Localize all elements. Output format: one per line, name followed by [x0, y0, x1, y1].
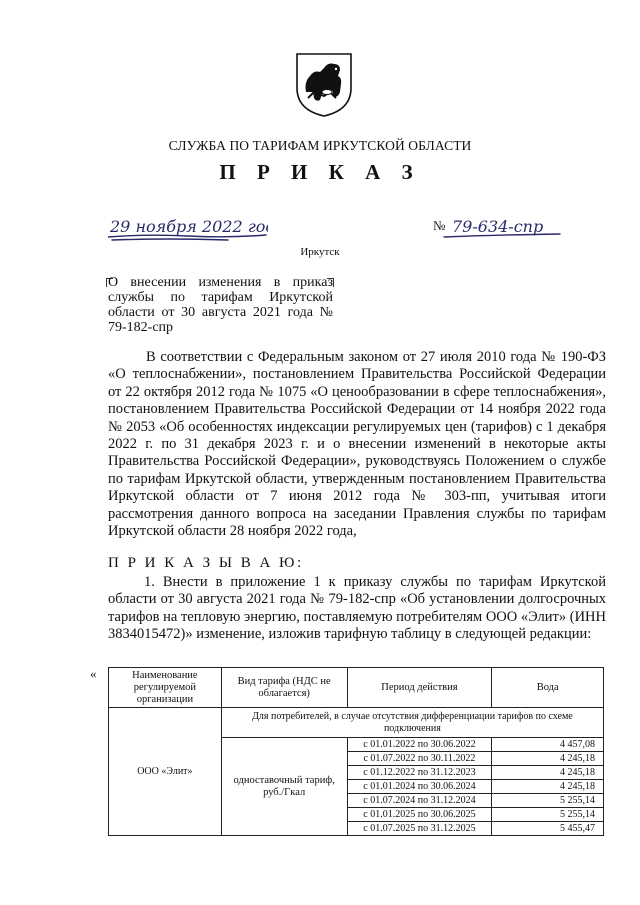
value-cell: 5 255,14: [492, 808, 604, 822]
period-cell: с 01.07.2025 по 31.12.2025: [347, 822, 492, 836]
value-cell: 4 245,18: [492, 780, 604, 794]
document-title: П Р И К А З: [219, 160, 421, 184]
handwritten-date-text: 29 ноября 2022 года: [110, 217, 268, 236]
coat-of-arms-icon: [294, 52, 354, 118]
tariff-table: [108, 667, 604, 836]
value-cell: 4 245,18: [492, 766, 604, 780]
period-cell: с 01.01.2024 по 30.06.2024: [347, 780, 492, 794]
header-org: Наименование регулируемой организации: [109, 668, 222, 708]
period-cell: с 01.01.2022 по 30.06.2022: [347, 738, 492, 752]
value-cell: 4 245,18: [492, 752, 604, 766]
table-subheader-row: [109, 708, 604, 738]
header-value: Вода: [492, 668, 604, 708]
period-cell: с 01.01.2025 по 30.06.2025: [347, 808, 492, 822]
number-label: №: [433, 218, 446, 233]
org-name-cell: ООО «Элит»: [109, 708, 222, 836]
item-1: 1. Внести в приложение 1 к приказу службы по тарифам Иркутской области от 30 августа 2021 года № 79-182-спр «Об установлении долгосрочных тарифов на тепловую энергию, поставляемую потребителям ООО «Элит» (ИНН 3834015472)» изменение, изложив тарифную таблицу в следующей редакции:: [108, 574, 606, 643]
order-subject: О внесении изменения в приказ службы по тарифам Иркутской области от 30 августа 2021 года № 79-182-спр: [108, 275, 333, 335]
agency-name: СЛУЖБА ПО ТАРИФАМ ИРКУТСКОЙ ОБЛАСТИ: [168, 138, 472, 153]
table-header-row: [109, 668, 604, 708]
handwritten-date: [108, 210, 268, 250]
value-cell: 5 455,47: [492, 822, 604, 836]
period-cell: с 01.12.2022 по 31.12.2023: [347, 766, 492, 780]
preamble: [108, 349, 606, 540]
header-period: Период действия: [347, 668, 492, 708]
value-cell: 4 457,08: [492, 738, 604, 752]
city: Иркутск: [300, 246, 340, 258]
header-type: Вид тарифа (НДС не облагается): [221, 668, 347, 708]
quote-open: «: [90, 666, 97, 681]
subheader-cell: Для потребителей, в случае отсутствия дифференциации тарифов по схеме подключения: [221, 708, 603, 738]
orders-heading: П Р И К А З Ы В А Ю:: [108, 555, 304, 571]
tariff-type-cell: одноставочный тариф, руб./Гкал: [221, 738, 347, 836]
period-cell: с 01.07.2024 по 31.12.2024: [347, 794, 492, 808]
value-cell: 5 255,14: [492, 794, 604, 808]
handwritten-number-text: 79-634-спр: [452, 217, 544, 236]
handwritten-number: [442, 210, 562, 250]
period-cell: с 01.07.2022 по 30.11.2022: [347, 752, 492, 766]
preamble-text: В соответствии с Федеральным законом от 27 июля 2010 года № 190-ФЗ «О теплоснабжении», постановлением Правительства Российской Федерации от 22 октября 2012 года № 1075 «О ценообразовании в сфере теплоснабжения», постановлением Правительства Российской Федерации от 14 ноября 2022 года № 2053 «Об особенностях индексации регулируемых цен (тарифов) с 1 декабря 2022 г. по 31 декабря 2023 г. и о внесении изменений в некоторые акты Правительства Российской Федерации», руководствуясь Положением о службе по тарифам Иркутской области, утвержденным постановлением Правительства Иркутской области от 7 июня 2012 года № 303-пп, учитывая итоги рассмотрения данного вопроса на заседании Правления службы по тарифам Иркутской области 28 ноября 2022 года,: [108, 349, 606, 540]
